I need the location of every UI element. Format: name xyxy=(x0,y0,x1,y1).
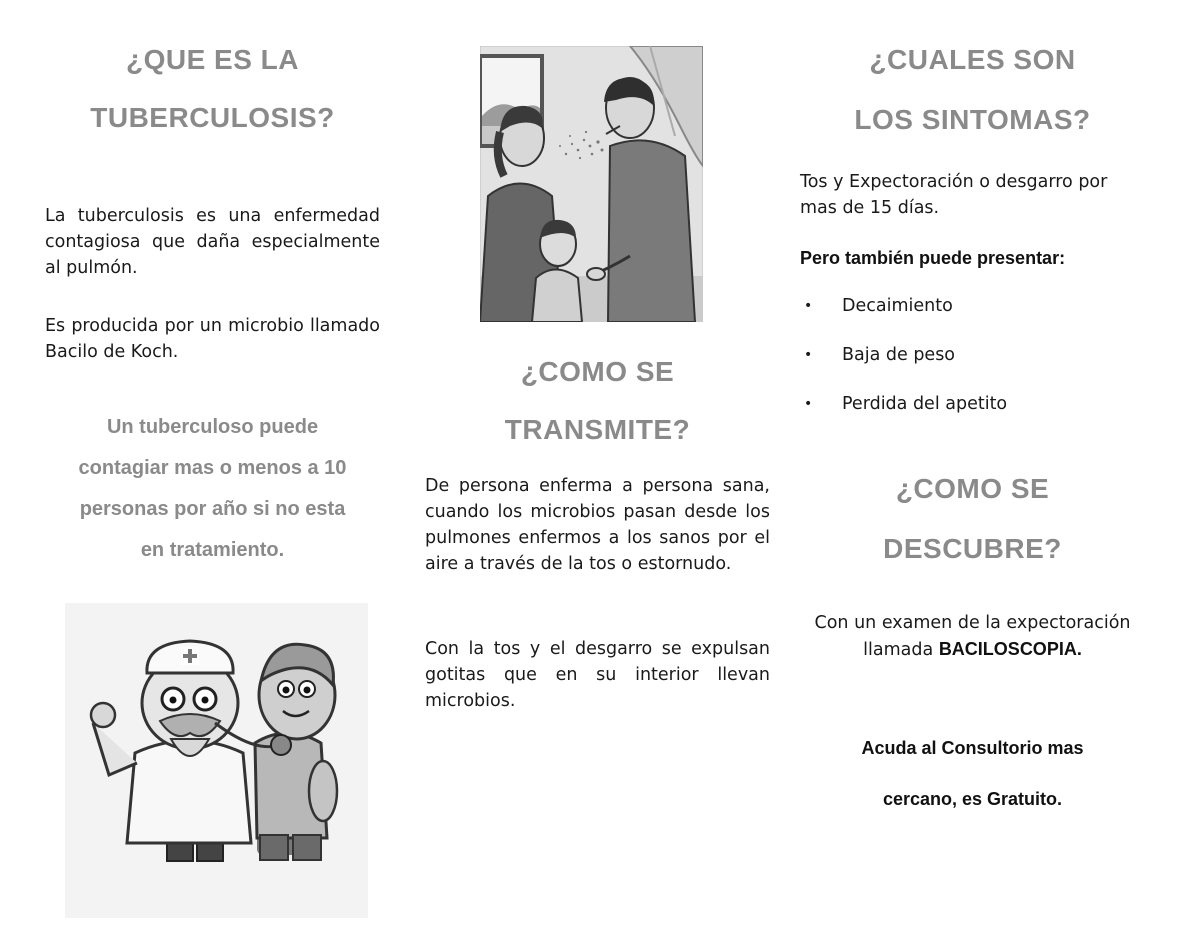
middle-panel xyxy=(425,0,770,927)
what-is-title-line1: ¿QUE ES LA xyxy=(125,44,299,75)
transmission-paragraph: De persona enferma a persona sana, cuando los microbios pasan desde los pulmones enfermos a los sanos por el aire a través de la tos o estornudo. xyxy=(425,476,770,574)
symptom-list xyxy=(800,293,1145,440)
symptoms-title-line1: ¿CUALES SON xyxy=(869,44,1076,75)
bullet-dot-icon: • xyxy=(804,396,813,412)
list-item: • Perdida del apetito xyxy=(800,391,1145,440)
transmission-title-line1: ¿COMO SE xyxy=(520,356,675,387)
main-symptom-text: Tos y Expectoración o desgarro por mas de 15 días. xyxy=(800,172,1108,218)
exam-paragraph: Con un examen de la expectoración llamada BACILOSCOPIA. xyxy=(814,613,1131,660)
right-panel xyxy=(800,0,1145,927)
symptoms-title-line2: LOS SINTOMAS? xyxy=(854,104,1091,135)
list-item: • Baja de peso xyxy=(800,342,1145,391)
detection-title-line2: DESCUBRE? xyxy=(883,533,1062,564)
droplets-paragraph: Con la tos y el desgarro se expulsan gotitas que en su interior llevan microbios. xyxy=(425,639,770,711)
family-cough-illustration xyxy=(480,46,703,322)
detection-title-line1: ¿COMO SE xyxy=(895,473,1050,504)
bullet-dot-icon: • xyxy=(804,347,813,363)
baciloscopia-term: BACILOSCOPIA. xyxy=(938,639,1082,659)
list-item: • Decaimiento xyxy=(800,293,1145,342)
what-is-title-line2: TUBERCULOSIS? xyxy=(90,102,335,133)
cta-line2: cercano, es Gratuito. xyxy=(882,789,1063,809)
transmission-title-line2: TRANSMITE? xyxy=(504,414,691,445)
definition-paragraph: La tuberculosis es una enfermedad contagiosa que daña especialmente al pulmón. xyxy=(45,206,380,278)
cta-line1: Acuda al Consultorio mas xyxy=(861,738,1084,758)
bullet-dot-icon: • xyxy=(804,298,813,314)
cause-paragraph: Es producida por un microbio llamado Bacilo de Koch. xyxy=(45,316,380,362)
also-presents-label: Pero también puede presentar: xyxy=(800,248,1066,268)
contagion-callout-line4: en tratamiento. xyxy=(140,539,285,561)
contagion-callout-line2: contagiar mas o menos a 10 xyxy=(78,457,347,479)
left-panel xyxy=(45,0,380,927)
contagion-callout-line1: Un tuberculoso puede xyxy=(106,416,319,438)
doctor-patient-illustration xyxy=(65,603,368,918)
contagion-callout-line3: personas por año si no esta xyxy=(79,498,346,520)
